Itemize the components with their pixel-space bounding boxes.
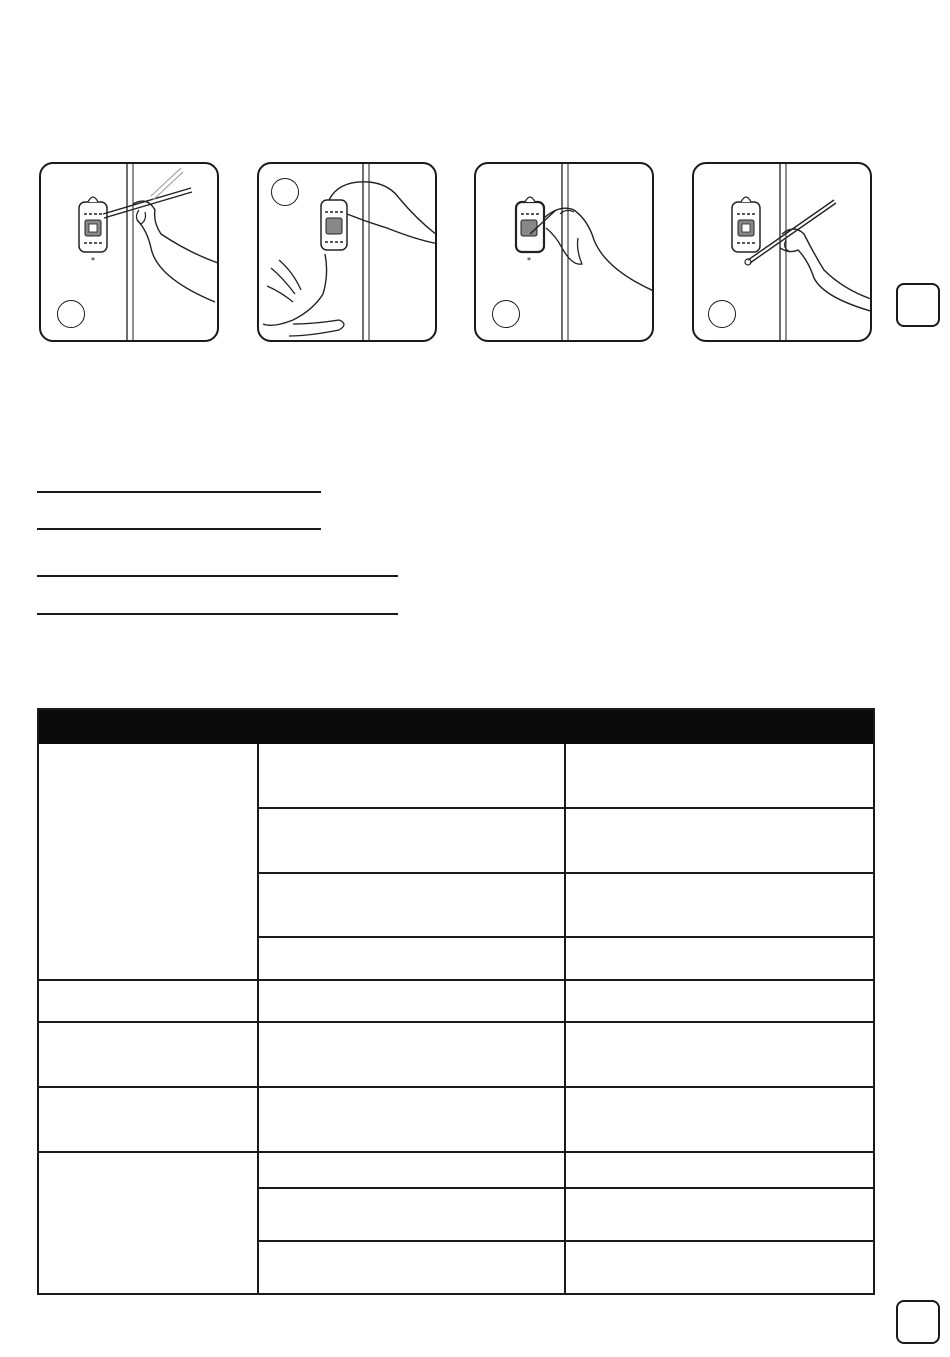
table-cell-cause [259,1088,566,1153]
table-cell-cause [259,874,566,938]
table-cell-problem [37,1023,259,1088]
table-cell-solution [566,981,875,1023]
table-cell-cause [259,809,566,874]
table-cell-cause [259,981,566,1023]
table-cell-cause [259,1153,566,1189]
table-cell-solution [566,1023,875,1088]
table-header-row [37,708,875,744]
table-cell-cause [259,1189,566,1242]
table-cell-problem [37,1088,259,1153]
table-cell-problem [37,981,259,1023]
table-cell-problem [37,744,259,981]
table-cell-problem [37,1153,259,1295]
table-cell-solution [566,938,875,981]
table-cell-solution [566,874,875,938]
table-cell-cause [259,1023,566,1088]
illustration-panel-4 [692,162,872,342]
table-cell-cause [259,938,566,981]
svg-text:*: * [527,256,531,265]
svg-text:*: * [91,256,95,265]
side-tab-bottom [896,1300,940,1344]
form-line-1 [37,491,321,493]
side-tab-top [896,283,940,327]
table-cell-solution [566,809,875,874]
illustration-panel-2 [257,162,437,342]
table-cell-solution [566,744,875,809]
table-cell-solution [566,1088,875,1153]
table-cell-solution [566,1153,875,1189]
table-cell-cause [259,1242,566,1295]
step-number-circle [708,300,736,328]
illustration-panel-3 [474,162,654,342]
form-line-3 [37,575,398,577]
illustration-panel-1 [39,162,219,342]
form-line-4 [37,613,398,615]
step-number-circle [271,178,299,206]
table-cell-solution [566,1189,875,1242]
table-cell-cause [259,744,566,809]
table-cell-solution [566,1242,875,1295]
step-number-circle [492,300,520,328]
form-line-2 [37,528,321,530]
step-number-circle [57,300,85,328]
troubleshooting-table [37,708,875,1295]
